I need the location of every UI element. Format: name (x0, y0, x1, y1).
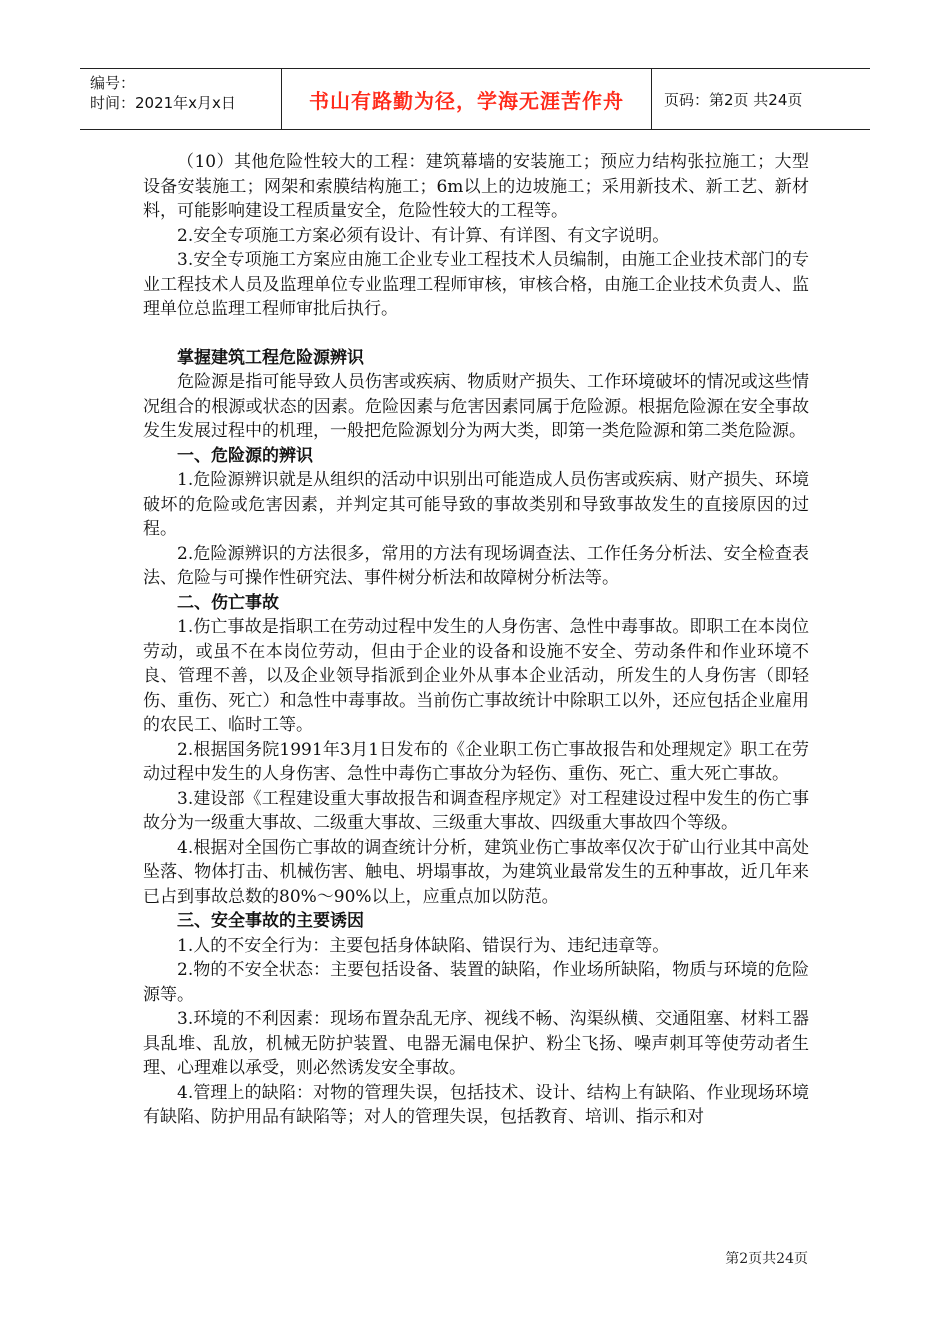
section-heading: 一、危险源的辨识 (177, 445, 313, 466)
paragraph: 2.根据国务院1991年3月1日发布的《企业职工伤亡事故报告和处理规定》职工在劳动过程中发生的人身伤害、急性中毒伤亡事故分为轻伤、重伤、死亡、重大死亡事故。 (143, 739, 809, 784)
paragraph: 3.安全专项施工方案应由施工企业专业工程技术人员编制，由施工企业技术部门的专业工程技术人员及监理单位专业监理工程师审核，审核合格，由施工企业技术负责人、监理单位总监理工程师审批后执行。 (143, 250, 809, 319)
paragraph: 3.建设部《工程建设重大事故报告和调查程序规定》对工程建设过程中发生的伤亡事故分为一级重大事故、二级重大事故、三级重大事故、四级重大事故四个等级。 (143, 788, 809, 833)
header-page-info: 页码：第2页 共24页 (664, 90, 803, 109)
page-footer: 第2页共24页 (725, 1251, 808, 1267)
paragraph: 3.环境的不利因素：现场布置杂乱无序、视线不畅、沟渠纵横、交通阻塞、材料工器具乱堆、乱放，机械无防护装置、电器无漏电保护、粉尘飞扬、噪声刺耳等使劳动者生理、心理难以承受，则必然诱发安全事故。 (143, 1009, 809, 1078)
paragraph: （10）其他危险性较大的工程：建筑幕墙的安装施工；预应力结构张拉施工；大型设备安装施工；网架和索膜结构施工；6m以上的边坡施工；采用新技术、新工艺、新材料，可能影响建设工程质量安全，危险性较大的工程等。 (143, 152, 809, 221)
paragraph: 2.危险源辨识的方法很多，常用的方法有现场调查法、工作任务分析法、安全检查表法、危险与可操作性研究法、事件树分析法和故障树分析法等。 (143, 543, 809, 588)
paragraph: 1.危险源辨识就是从组织的活动中识别出可能造成人员伤害或疾病、财产损失、环境破坏的危险或危害因素，并判定其可能导致的事故类别和导致事故发生的直接原因的过程。 (143, 470, 809, 539)
document-body (143, 150, 809, 1130)
section-heading: 三、安全事故的主要诱因 (177, 911, 364, 931)
paragraph: 危险源是指可能导致人员伤害或疾病、物质财产损失、工作环境破坏的情况或这些情况组合的根源或状态的因素。危险因素与危害因素同属于危险源。根据危险源在安全事故发生发展过程中的机理，一般把危险源划分为两大类，即第一类危险源和第二类危险源。 (143, 372, 809, 441)
page-header (80, 68, 870, 130)
section-heading: 二、伤亡事故 (177, 592, 279, 613)
header-meta (80, 69, 282, 129)
paragraph: 1.人的不安全行为：主要包括身体缺陷、错误行为、违纪违章等。 (177, 935, 670, 956)
paragraph: 4.根据对全国伤亡事故的调查统计分析，建筑业伤亡事故率仅次于矿山行业其中高处坠落、物体打击、机械伤害、触电、坍塌事故，为建筑业最常发生的五种事故，近几年来已占到事故总数的80%～90%以上，应重点加以防范。 (143, 837, 809, 907)
paragraph: 2.物的不安全状态：主要包括设备、装置的缺陷，作业场所缺陷，物质与环境的危险源等。 (143, 960, 809, 1005)
paragraph: 2.安全专项施工方案必须有设计、有计算、有详图、有文字说明。 (177, 225, 670, 246)
paragraph: 1.伤亡事故是指职工在劳动过程中发生的人身伤害、急性中毒事故。即职工在本岗位劳动，或虽不在本岗位劳动，但由于企业的设备和设施不安全、劳动条件和作业环境不良、管理不善，以及企业领导指派到企业外从事本企业活动，所发生的人身伤害（即轻伤、重伤、死亡）和急性中毒事故。当前伤亡事故统计中除职工以外，还应包括企业雇用的农民工、临时工等。 (143, 617, 809, 735)
header-motto: 书山有路勤为径，学海无涯苦作舟 (282, 69, 652, 129)
document-date: 时间：2021年x月x日 (90, 94, 236, 112)
document-number-label: 编号： (90, 74, 136, 92)
section-heading: 掌握建筑工程危险源辨识 (177, 347, 364, 368)
paragraph: 4.管理上的缺陷：对物的管理失误，包括技术、设计、结构上有缺陷、作业现场环境有缺陷、防护用品有缺陷等；对人的管理失误，包括教育、培训、指示和对 (143, 1082, 809, 1127)
